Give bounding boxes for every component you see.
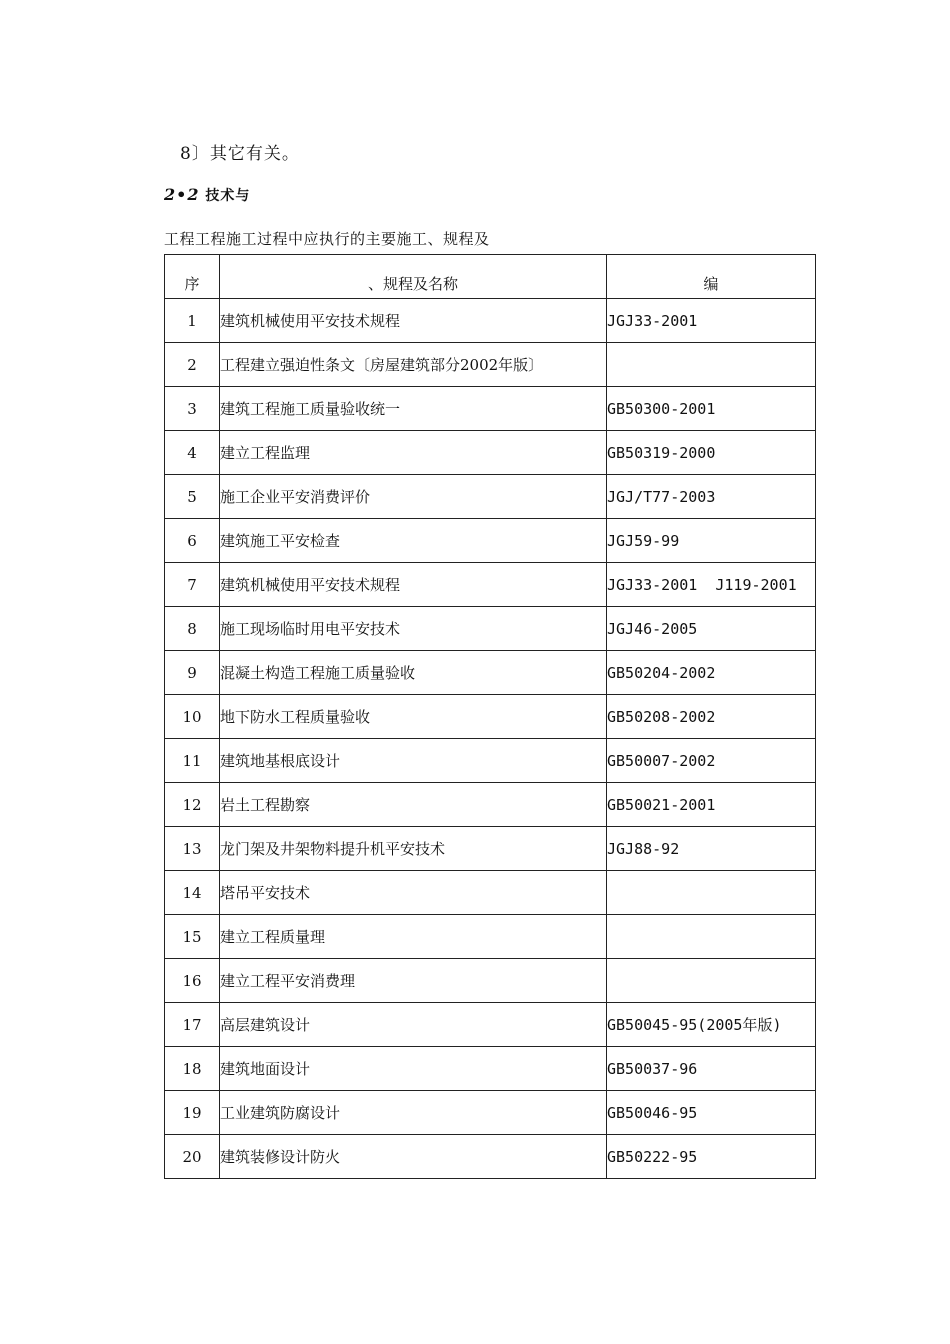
row-index: 14	[165, 871, 220, 915]
table-body	[165, 299, 816, 1179]
row-name: 塔吊平安技术	[220, 871, 607, 915]
row-code: JGJ33-2001 J119-2001	[607, 563, 816, 607]
table-row	[165, 607, 816, 651]
row-name: 建筑地面设计	[220, 1047, 607, 1091]
table-row	[165, 1135, 816, 1179]
row-name: 建筑机械使用平安技术规程	[220, 299, 607, 343]
table-caption: 工程工程施工过程中应执行的主要施工、规程及	[164, 230, 490, 248]
row-index: 7	[165, 563, 220, 607]
row-name: 建筑工程施工质量验收统一	[220, 387, 607, 431]
row-code	[607, 871, 816, 915]
row-code: GB50046-95	[607, 1091, 816, 1135]
table-row	[165, 1003, 816, 1047]
row-name: 工程建立强迫性条文〔房屋建筑部分2002年版〕	[220, 343, 607, 387]
row-code: JGJ59-99	[607, 519, 816, 563]
row-name: 龙门架及井架物料提升机平安技术	[220, 827, 607, 871]
section-title: 技术与	[205, 188, 251, 204]
row-index: 19	[165, 1091, 220, 1135]
table-row	[165, 299, 816, 343]
row-index: 8	[165, 607, 220, 651]
row-code	[607, 915, 816, 959]
row-index: 5	[165, 475, 220, 519]
row-code: GB50319-2000	[607, 431, 816, 475]
table-row	[165, 1091, 816, 1135]
header-index: 序	[165, 255, 220, 299]
table-row	[165, 827, 816, 871]
row-index: 13	[165, 827, 220, 871]
table-row	[165, 563, 816, 607]
table-row	[165, 1047, 816, 1091]
row-code: GB50204-2002	[607, 651, 816, 695]
row-name: 施工现场临时用电平安技术	[220, 607, 607, 651]
table-row	[165, 959, 816, 1003]
row-code: JGJ88-92	[607, 827, 816, 871]
row-code: GB50045-95(2005年版)	[607, 1003, 816, 1047]
table-row	[165, 915, 816, 959]
section-heading	[164, 185, 250, 205]
row-code: GB50222-95	[607, 1135, 816, 1179]
table-row	[165, 651, 816, 695]
row-index: 12	[165, 783, 220, 827]
list-item-8: 8〕其它有关。	[180, 144, 300, 164]
row-code: GB50007-2002	[607, 739, 816, 783]
table-header-row	[165, 255, 816, 299]
row-name: 混凝土构造工程施工质量验收	[220, 651, 607, 695]
row-code: GB50037-96	[607, 1047, 816, 1091]
row-index: 16	[165, 959, 220, 1003]
table-row	[165, 343, 816, 387]
row-index: 3	[165, 387, 220, 431]
table-row	[165, 431, 816, 475]
row-name: 建立工程监理	[220, 431, 607, 475]
row-code: JGJ33-2001	[607, 299, 816, 343]
row-index: 20	[165, 1135, 220, 1179]
row-code: JGJ/T77-2003	[607, 475, 816, 519]
row-name: 施工企业平安消费评价	[220, 475, 607, 519]
row-name: 岩土工程勘察	[220, 783, 607, 827]
row-index: 4	[165, 431, 220, 475]
row-index: 10	[165, 695, 220, 739]
row-name: 建立工程平安消费理	[220, 959, 607, 1003]
row-index: 9	[165, 651, 220, 695]
row-index: 11	[165, 739, 220, 783]
table-row	[165, 387, 816, 431]
row-name: 建筑机械使用平安技术规程	[220, 563, 607, 607]
header-code: 编	[607, 255, 816, 299]
row-code	[607, 343, 816, 387]
header-name: 、规程及名称	[220, 255, 607, 299]
section-number: 2•2	[164, 185, 200, 204]
table-row	[165, 519, 816, 563]
row-name: 高层建筑设计	[220, 1003, 607, 1047]
row-name: 建筑地基根底设计	[220, 739, 607, 783]
row-index: 1	[165, 299, 220, 343]
row-code: GB50300-2001	[607, 387, 816, 431]
row-index: 17	[165, 1003, 220, 1047]
table-row	[165, 871, 816, 915]
row-index: 18	[165, 1047, 220, 1091]
row-code: GB50021-2001	[607, 783, 816, 827]
row-index: 15	[165, 915, 220, 959]
row-code: JGJ46-2005	[607, 607, 816, 651]
row-code	[607, 959, 816, 1003]
table-row	[165, 783, 816, 827]
table-row	[165, 475, 816, 519]
row-index: 6	[165, 519, 220, 563]
row-code: GB50208-2002	[607, 695, 816, 739]
table-row	[165, 739, 816, 783]
row-name: 建筑装修设计防火	[220, 1135, 607, 1179]
row-name: 地下防水工程质量验收	[220, 695, 607, 739]
row-name: 建筑施工平安检查	[220, 519, 607, 563]
row-name: 工业建筑防腐设计	[220, 1091, 607, 1135]
standards-table	[164, 254, 816, 1179]
row-index: 2	[165, 343, 220, 387]
table-row	[165, 695, 816, 739]
row-name: 建立工程质量理	[220, 915, 607, 959]
